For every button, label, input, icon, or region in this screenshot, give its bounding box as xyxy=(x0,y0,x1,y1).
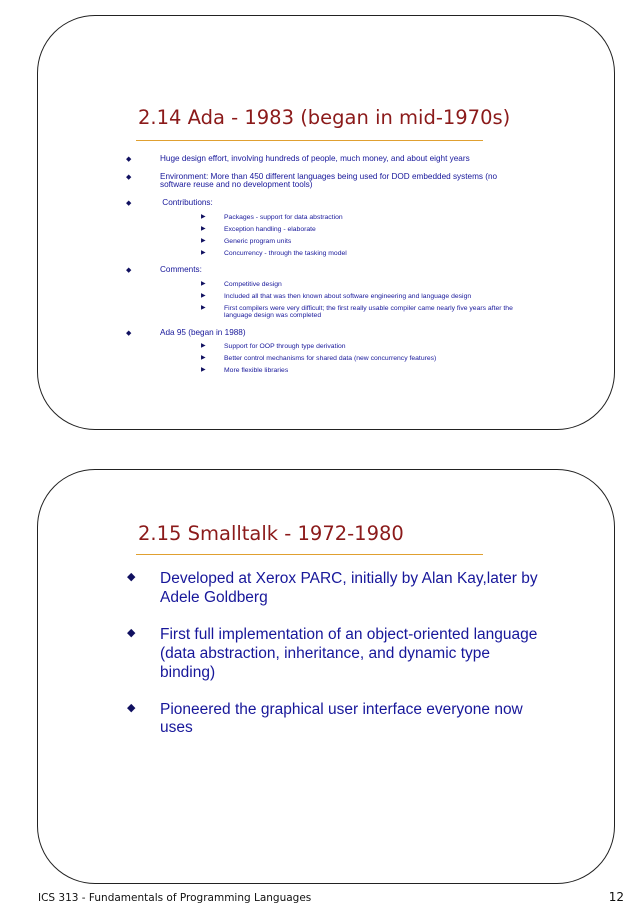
slide-smalltalk xyxy=(37,469,615,884)
triangle-arrow-icon: ▶ xyxy=(201,292,206,299)
triangle-arrow-icon: ▶ xyxy=(201,367,206,374)
sub-item: ▶ Exception handling - elaborate xyxy=(201,225,316,233)
diamond-bullet-icon: ◆ xyxy=(126,329,132,337)
sub-item: ▶ Generic program units xyxy=(201,237,292,245)
triangle-arrow-icon: ▶ xyxy=(201,355,206,362)
diamond-bullet-icon: ◆ xyxy=(126,200,132,208)
triangle-arrow-icon: ▶ xyxy=(201,343,206,350)
sub-item: ▶ Included all that was then known about software engineering and language design xyxy=(201,292,472,300)
triangle-arrow-icon: ▶ xyxy=(201,237,206,244)
sub-list xyxy=(160,343,522,374)
sub-item: ▶ Packages - support for data abstraction xyxy=(201,213,343,221)
slide-title: 2.14 Ada - 1983 (began in mid-1970s) xyxy=(138,106,511,129)
list-item: ◆ Comments: ▶ Competitive design ▶ Included all that was then known about software engineering and language design ▶ First compilers were very difficult; the first really usable compiler came nearly five years after the language design was completed xyxy=(122,266,522,320)
slide-ada xyxy=(37,15,615,430)
diamond-bullet-icon: ◆ xyxy=(127,571,136,583)
page-number: 12 xyxy=(608,890,624,904)
triangle-arrow-icon: ▶ xyxy=(201,280,206,287)
list-item: ◆ Contributions: ▶ Packages - support for data abstraction ▶ Exception handling - elaborate ▶ Generic program units ▶ Concurrency - through the tasking model xyxy=(122,199,522,257)
diamond-bullet-icon: ◆ xyxy=(126,173,132,181)
diamond-bullet-icon: ◆ xyxy=(127,701,136,714)
triangle-arrow-icon: ▶ xyxy=(201,225,206,232)
footer-course: ICS 313 - Fundamentals of Programming Languages xyxy=(38,892,312,904)
list-item: ◆ Developed at Xerox PARC, initially by Alan Kay,later by Adele Goldberg xyxy=(127,570,538,606)
diamond-bullet-icon: ◆ xyxy=(127,626,136,639)
sub-item: ▶ First compilers were very difficult; the first really usable compiler came nearly five years after the language design was completed xyxy=(201,304,513,320)
bullet-list xyxy=(122,570,542,756)
sub-item: ▶ Concurrency - through the tasking model xyxy=(201,249,347,257)
list-item: ◆ Ada 95 (began in 1988) ▶ Support for OOP through type derivation ▶ Better control mechanisms for shared data (new concurrency features) ▶ More flexible libraries xyxy=(122,329,522,375)
triangle-arrow-icon: ▶ xyxy=(201,213,206,220)
sub-list xyxy=(160,281,522,320)
list-item: ◆ First full implementation of an object-oriented language (data abstraction, inheritance, and dynamic type binding) xyxy=(127,625,538,681)
list-item: ◆ Huge design effort, involving hundreds of people, much money, and about eight years xyxy=(126,154,470,163)
title-divider xyxy=(136,554,483,555)
list-item: ◆ Pioneered the graphical user interface everyone now uses xyxy=(127,700,523,737)
triangle-arrow-icon: ▶ xyxy=(201,249,206,256)
triangle-arrow-icon: ▶ xyxy=(201,304,206,311)
sub-item: ▶ Competitive design xyxy=(201,280,282,288)
sub-list xyxy=(160,214,522,257)
list-item: ◆ Environment: More than 450 different languages being used for DOD embedded systems (no software reuse and no development tools) xyxy=(126,171,498,190)
diamond-bullet-icon: ◆ xyxy=(126,267,132,275)
bullet-list xyxy=(122,155,522,384)
title-divider xyxy=(136,140,483,141)
slide-title: 2.15 Smalltalk - 1972-1980 xyxy=(138,522,404,545)
sub-item: ▶ Support for OOP through type derivation xyxy=(201,343,346,351)
sub-item: ▶ More flexible libraries xyxy=(201,367,289,375)
diamond-bullet-icon: ◆ xyxy=(126,156,132,163)
sub-item: ▶ Better control mechanisms for shared data (new concurrency features) xyxy=(201,355,437,363)
